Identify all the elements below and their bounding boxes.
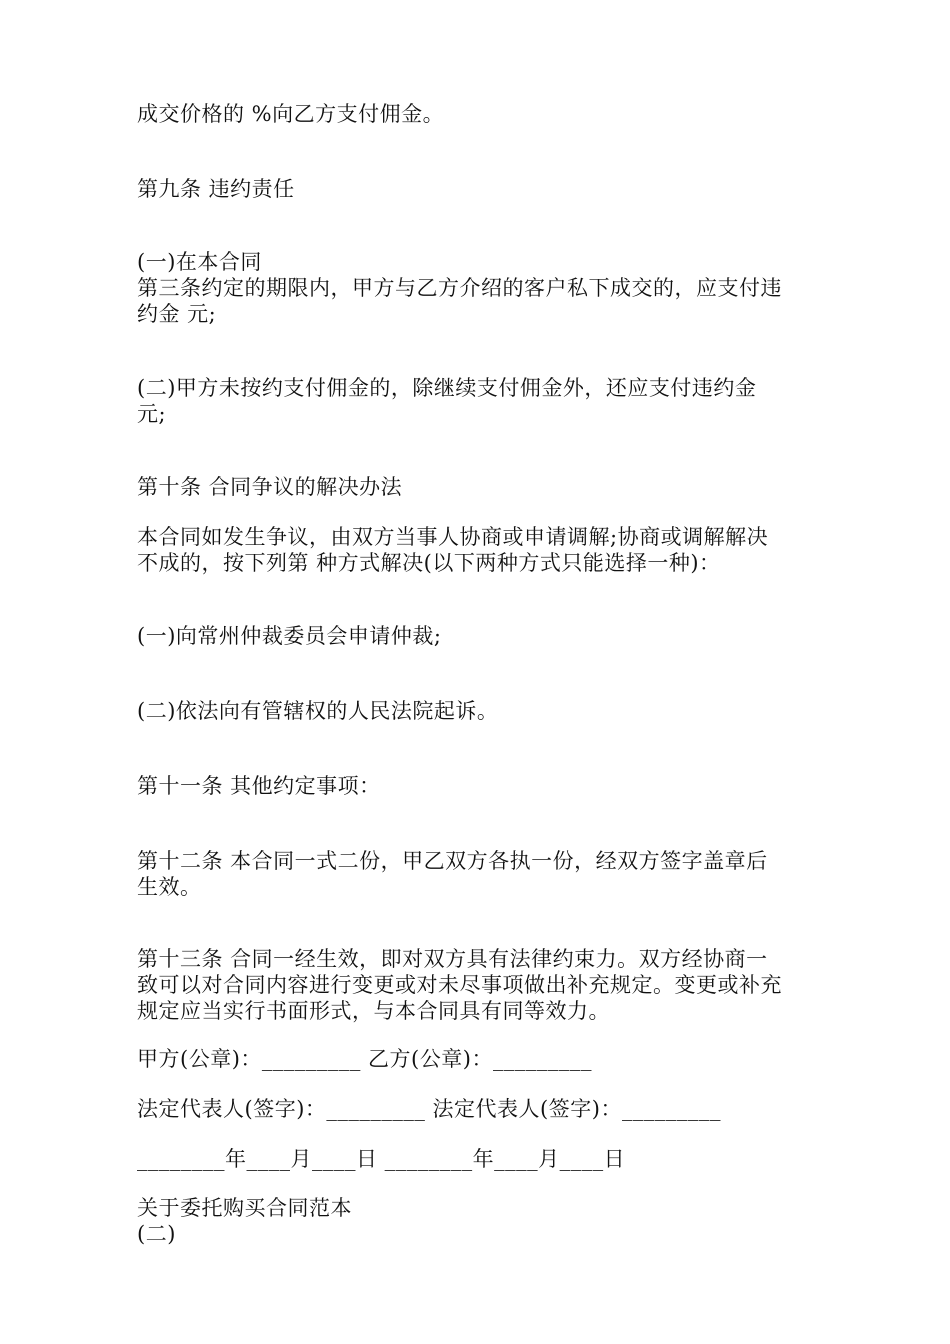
- article-12-line: 第十二条 本合同一式二份，甲乙双方各执一份，经双方签字盖章后: [137, 849, 768, 873]
- article-10-body-line: 本合同如发生争议，由双方当事人协商或申请调解;协商或调解解决: [137, 525, 769, 549]
- article-9-heading: 第九条 违约责任: [137, 177, 295, 201]
- article-10-option-1: (一)向常州仲裁委员会申请仲裁;: [137, 624, 442, 648]
- article-10-heading: 第十条 合同争议的解决办法: [137, 475, 403, 499]
- next-document-title-block: [137, 1195, 817, 1247]
- article-13-line: 致可以对合同内容进行变更或对未尽事项做出补充规定。变更或补充: [137, 973, 782, 997]
- article-11: 第十一条 其他约定事项：: [137, 774, 381, 798]
- article-9-item-1-line: (一)在本合同: [137, 250, 262, 274]
- article-10-body-line: 不成的，按下列第 种方式解决(以下两种方式只能选择一种)：: [137, 551, 721, 575]
- article-12-line: 生效。: [137, 875, 202, 899]
- commission-clause-end: 成交价格的 %向乙方支付佣金。: [137, 102, 445, 126]
- article-12: [137, 848, 817, 900]
- signature-representatives: 法定代表人(签字)：_________ 法定代表人(签字)：_________: [137, 1097, 721, 1121]
- article-9-item-2: [137, 375, 817, 427]
- article-9-item-2-line: (二)甲方未按约支付佣金的，除继续支付佣金外，还应支付违约金: [137, 376, 757, 400]
- article-9-item-1-line: 约金 元;: [137, 302, 217, 326]
- article-13: [137, 946, 817, 1024]
- next-document-subtitle: (二): [137, 1222, 176, 1246]
- signature-dates: ________年____月____日 ________年____月____日: [137, 1147, 626, 1171]
- article-10-option-2: (二)依法向有管辖权的人民法院起诉。: [137, 699, 499, 723]
- signature-party-seals: 甲方(公章)：_________ 乙方(公章)：_________: [137, 1047, 592, 1071]
- article-13-line: 第十三条 合同一经生效，即对双方具有法律约束力。双方经协商一: [137, 947, 768, 971]
- article-9-item-2-line: 元;: [137, 402, 167, 426]
- article-9-item-1: [137, 249, 817, 327]
- article-9-item-1-line: 第三条约定的期限内，甲方与乙方介绍的客户私下成交的，应支付违: [137, 276, 782, 300]
- article-13-line: 规定应当实行书面形式，与本合同具有同等效力。: [137, 999, 610, 1023]
- next-document-title: 关于委托购买合同范本: [137, 1196, 352, 1220]
- article-10-body: [137, 524, 817, 576]
